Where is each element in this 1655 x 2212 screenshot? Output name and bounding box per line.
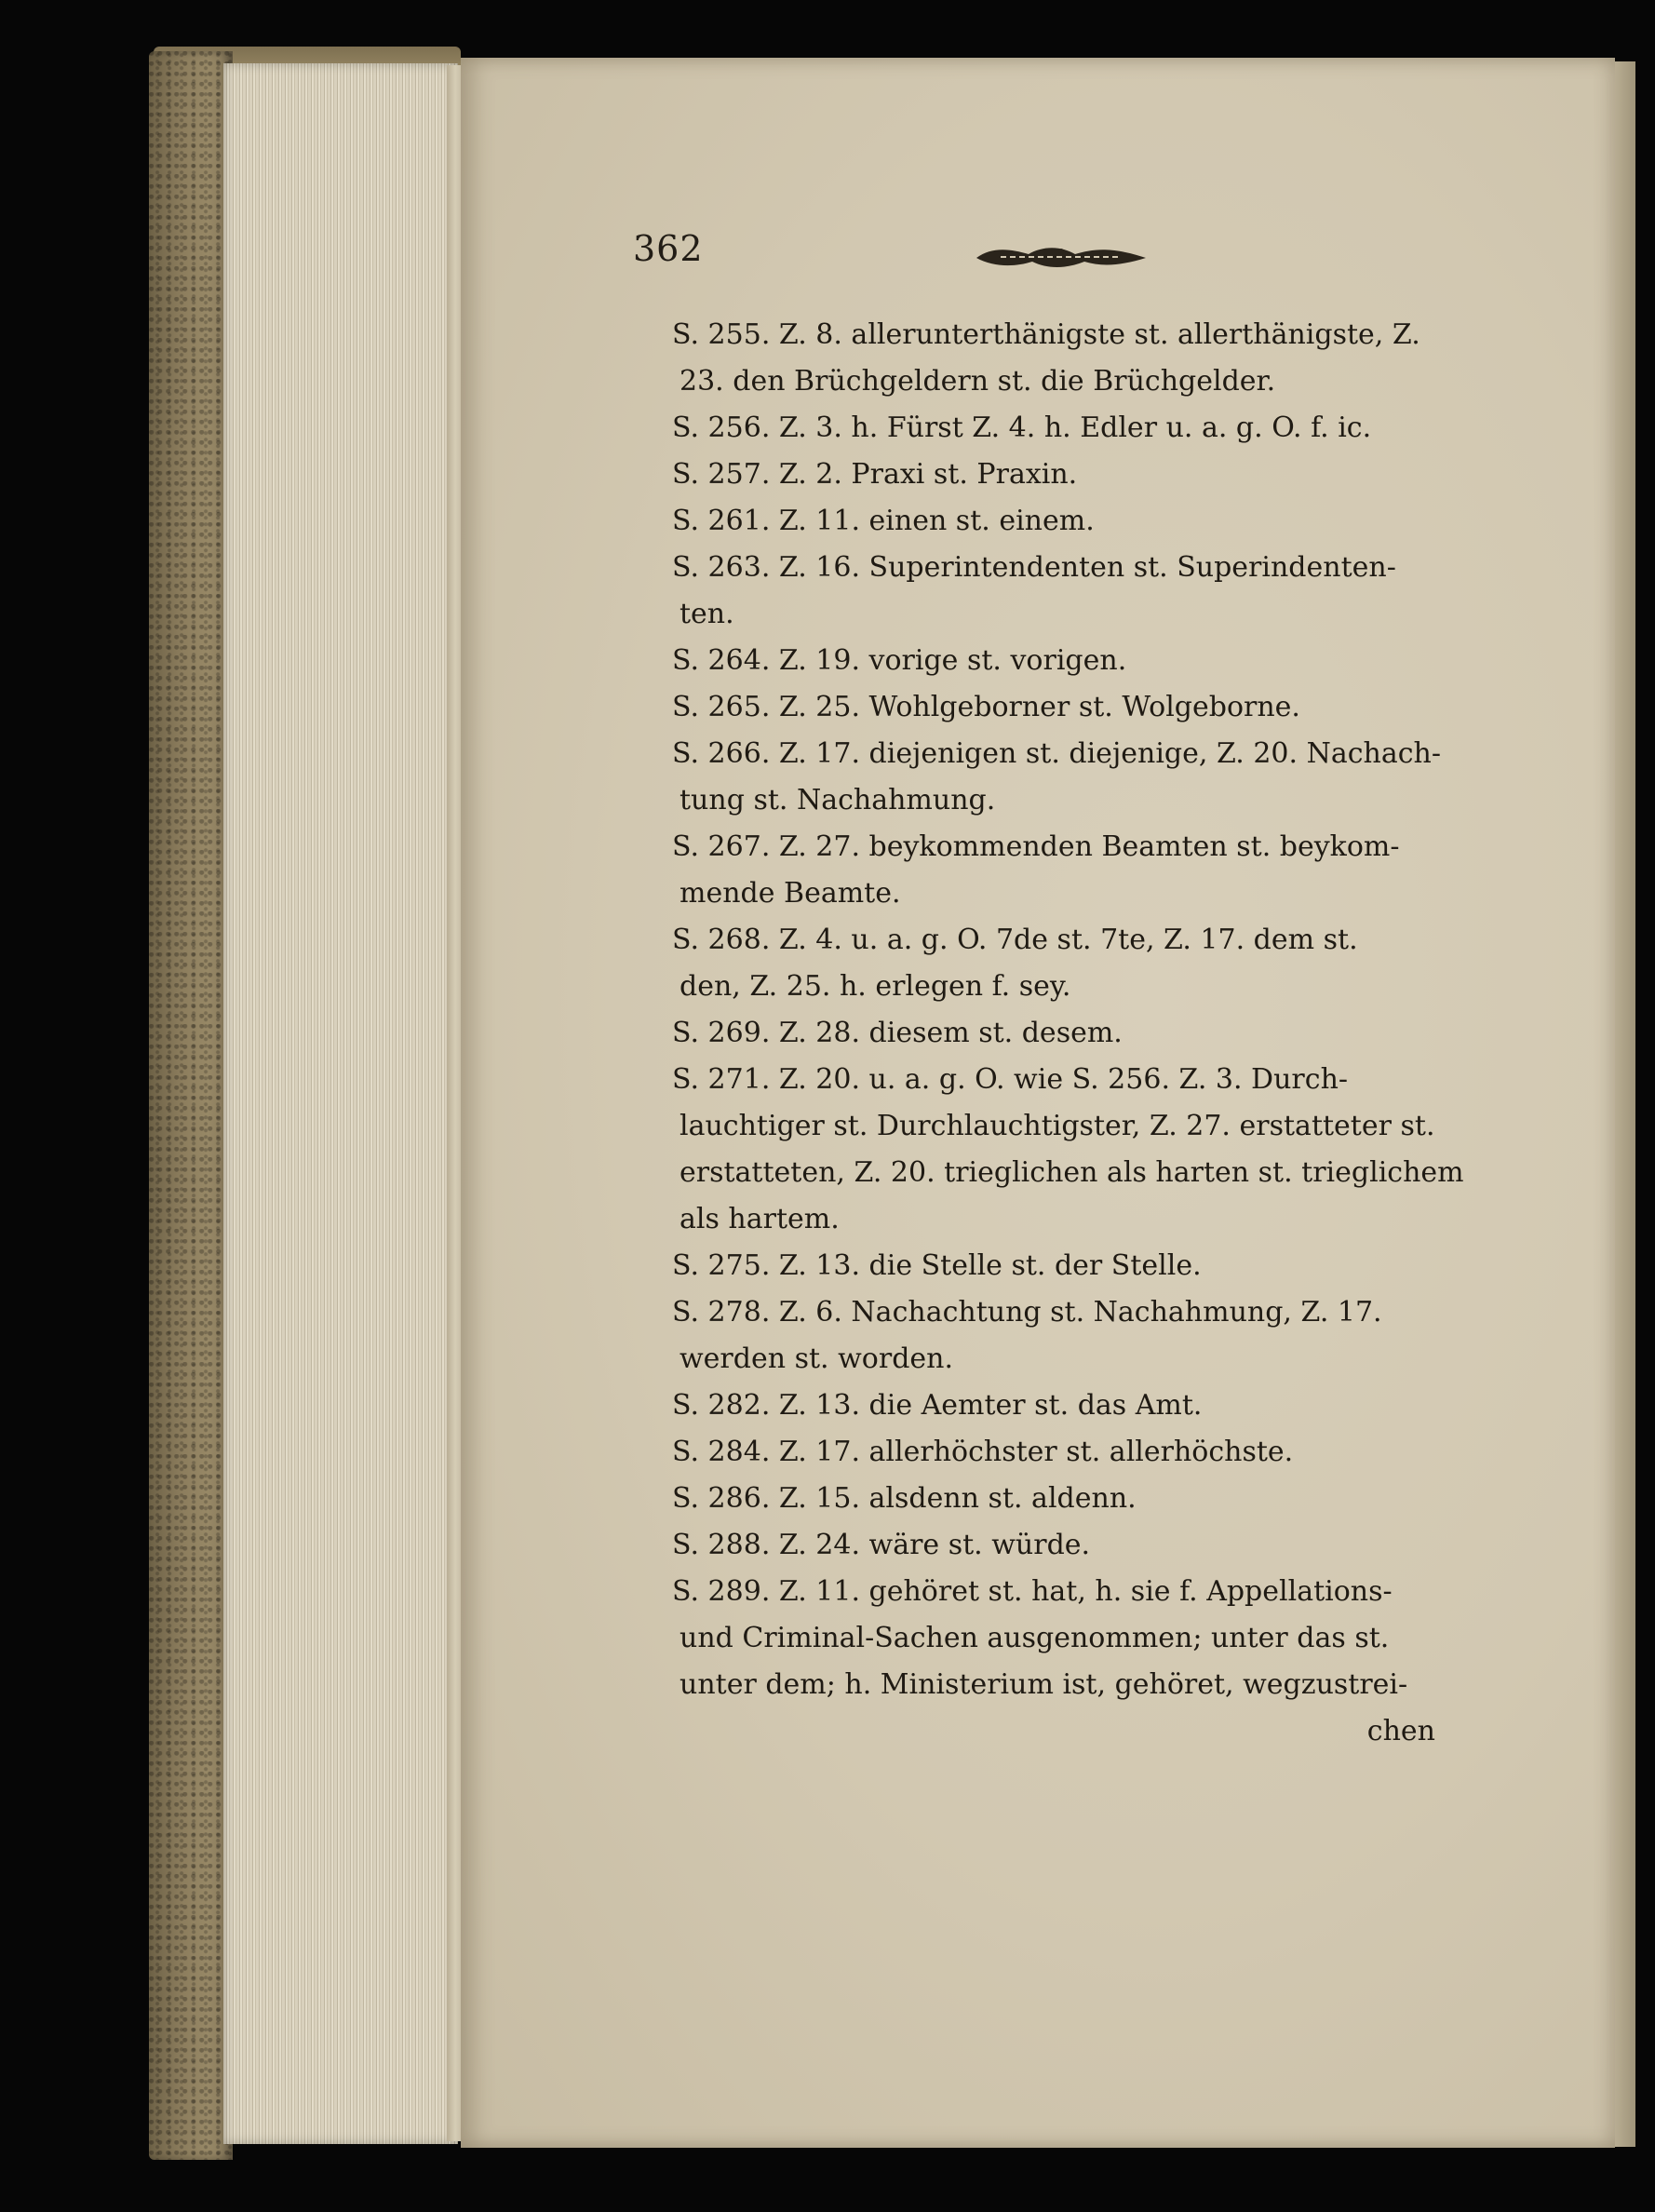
errata-line: S. 257. Z. 2. Praxi st. Praxin.	[672, 458, 1078, 491]
errata-line: S. 286. Z. 15. alsdenn st. aldenn.	[672, 1482, 1137, 1515]
errata-line: S. 255. Z. 8. allerunterthänigste st. allerthänigste, Z.	[672, 318, 1420, 351]
page-right-edge	[1615, 61, 1635, 2147]
errata-line: ten.	[679, 598, 734, 630]
errata-line: lauchtiger st. Durchlauchtigster, Z. 27. erstatteter st.	[679, 1110, 1435, 1142]
errata-line: S. 263. Z. 16. Superintendenten st. Superindenten-	[672, 551, 1396, 584]
book-cover-board	[149, 51, 233, 2160]
errata-line: S. 289. Z. 11. gehöret st. hat, h. sie f. Appellations-	[672, 1575, 1393, 1608]
errata-line: S. 271. Z. 20. u. a. g. O. wie S. 256. Z. 3. Durch-	[672, 1063, 1349, 1096]
errata-line: mende Beamte.	[679, 877, 901, 910]
page-header	[633, 228, 1154, 284]
page-block-edges	[223, 63, 458, 2144]
errata-line: als hartem.	[679, 1203, 840, 1235]
errata-line: S. 288. Z. 24. wäre st. würde.	[672, 1529, 1091, 1561]
errata-line: S. 278. Z. 6. Nachachtung st. Nachahmung, Z. 17.	[672, 1296, 1382, 1329]
errata-line: S. 275. Z. 13. die Stelle st. der Stelle.	[672, 1249, 1202, 1282]
errata-line: werden st. worden.	[679, 1342, 954, 1375]
errata-line: tung st. Nachahmung.	[679, 784, 996, 816]
errata-line: S. 284. Z. 17. allerhöchster st. allerhöchste.	[672, 1436, 1294, 1468]
errata-line: S. 265. Z. 25. Wohlgeborner st. Wolgeborne.	[672, 691, 1300, 723]
errata-list	[672, 312, 1473, 1755]
errata-line: den, Z. 25. h. erlegen f. sey.	[679, 970, 1071, 1003]
errata-line: S. 261. Z. 11. einen st. einem.	[672, 505, 1095, 537]
errata-line: erstatteten, Z. 20. trieglichen als harten st. trieglichem	[679, 1156, 1464, 1189]
page-number: 362	[633, 228, 704, 269]
errata-line: S. 267. Z. 27. beykommenden Beamten st. beykom-	[672, 830, 1400, 863]
errata-line: S. 268. Z. 4. u. a. g. O. 7de st. 7te, Z. 17. dem st.	[672, 924, 1358, 956]
errata-line: unter dem; h. Ministerium ist, gehöret, wegzustrei-	[679, 1668, 1408, 1701]
errata-line: S. 269. Z. 28. diesem st. desem.	[672, 1017, 1123, 1049]
errata-line: S. 264. Z. 19. vorige st. vorigen.	[672, 644, 1127, 677]
errata-line: S. 266. Z. 17. diejenigen st. diejenige, Z. 20. Nachach-	[672, 737, 1441, 770]
errata-line: 23. den Brüchgeldern st. die Brüchgelder.	[679, 365, 1276, 398]
errata-line: S. 282. Z. 13. die Aemter st. das Amt.	[672, 1389, 1203, 1422]
errata-line: S. 256. Z. 3. h. Fürst Z. 4. h. Edler u. a. g. O. f. ic.	[672, 411, 1372, 444]
printer-ornament-icon	[973, 243, 1150, 276]
catchword: chen	[1366, 1715, 1435, 1747]
errata-line: und Criminal-Sachen ausgenommen; unter das st.	[679, 1622, 1390, 1654]
